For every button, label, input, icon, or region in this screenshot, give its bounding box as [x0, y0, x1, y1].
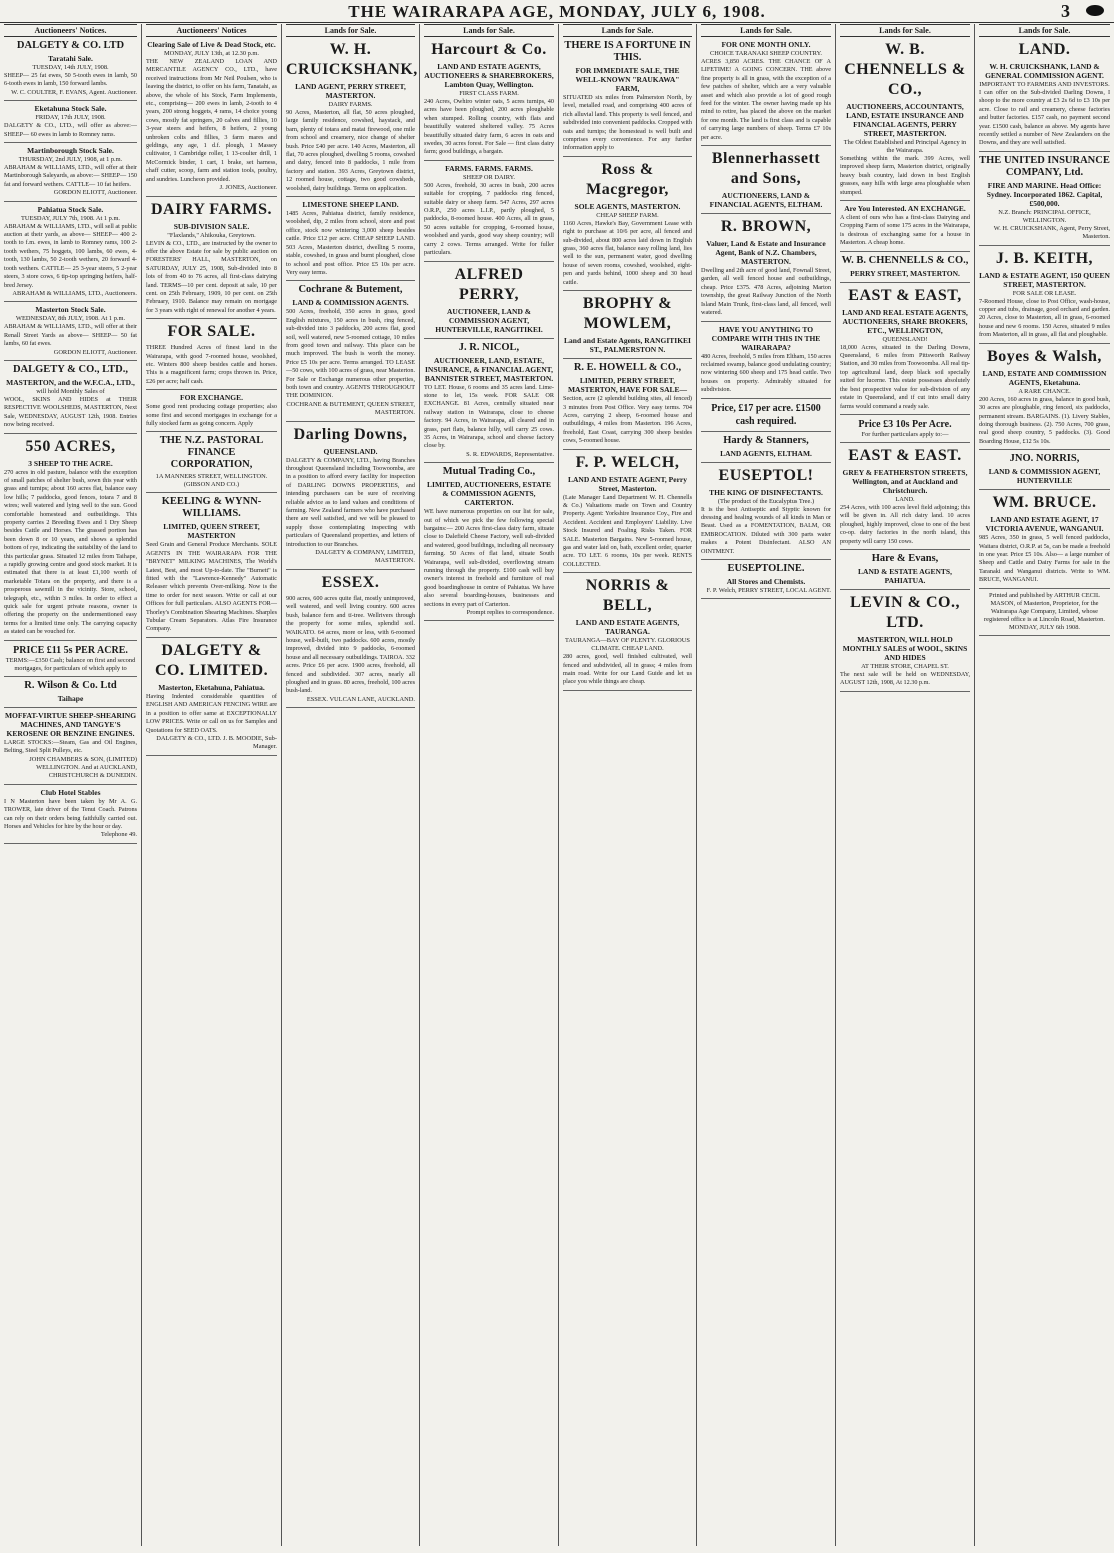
advertisement	[424, 40, 554, 161]
ad-subtitle: Valuer, Land & Estate and Insurance Agent, Bank of N.Z. Chambers, MASTERTON.	[706, 239, 826, 267]
ad-dateline: FIRST CLASS FARM.	[459, 90, 519, 97]
ad-dateline: THURSDAY, 2nd JULY, 1908, at 1 p.m.	[18, 156, 123, 164]
ad-subtitle: LIMITED, QUEEN STREET, MASTERTON	[163, 522, 260, 541]
ad-subtitle: FARMS. FARMS. FARMS.	[445, 163, 533, 173]
ad-subtitle: LIMITED, AUCTIONEERS, ESTATE & COMMISSION AGENTS, CARTERTON.	[427, 480, 551, 508]
advertisement	[286, 425, 415, 570]
advertisement	[4, 644, 137, 677]
advertisement	[146, 641, 277, 756]
ad-subtitle: Masterton, Eketahuna, Pahiatua.	[158, 682, 265, 692]
ad-dateline: TERMS:—£350 Cash; balance on first and second mortgages, for particulars of which apply to	[5, 656, 136, 672]
ad-dateline: N.Z. Branch: PRINCIPAL OFFICE, WELLINGTON.	[998, 208, 1091, 224]
ad-dateline: 1A MANNERS STREET, WELLINGTON. (GIBSON AND CO.)	[155, 473, 268, 489]
advertisement	[840, 593, 970, 692]
ad-title: BROPHY & MOWLEM,	[582, 295, 673, 333]
advertisement	[979, 493, 1110, 588]
column-8	[975, 24, 1114, 1546]
advertisement	[701, 149, 831, 214]
ad-subtitle: LAND, ESTATE AND COMMISSION AGENTS, Eketahuna.	[982, 368, 1107, 387]
ad-subtitle: LAND AND REAL ESTATE AGENTS, AUCTIONEERS, SHARE BROKERS, ETC., WELLINGTON,	[842, 307, 968, 335]
ad-title: Harcourt & Co.	[431, 41, 547, 58]
page-number: 3	[1061, 1, 1070, 21]
ad-signature: ABRAHAM & WILLIAMS, LTD., Auctioneers.	[12, 289, 137, 297]
ad-title: EAST & EAST,	[848, 286, 962, 304]
ad-title: DAIRY FARMS.	[151, 200, 272, 218]
ad-body-text: 1485 Acres, Pahiatua district, family residence, woolshed, dip, 2 miles from school, store and post office, stock now wintering 3,000 sheep besides cattle. Price £12 per acre. CHEAP SHEEP LAND. 503 Acres, Masterton district, dwelling 5 rooms, stable, cowshed, in grass and burnt ploughed, close to school and post office. Price £5 10s per acre. Very easy terms.	[286, 210, 415, 276]
advertisement	[840, 255, 970, 283]
advertisement	[701, 40, 831, 146]
ad-subtitle: LAND & COMMISSION AGENTS.	[292, 298, 409, 308]
ad-subtitle: Clearing Sale of Live & Dead Stock, etc.	[147, 40, 276, 49]
ad-subtitle: MASTERTON, WILL HOLD MONTHLY SALES of WOOL, SKINS AND HIDES	[842, 634, 968, 662]
advertisement	[286, 284, 415, 421]
ad-body-text: (Late Manager Land Department W. H. Chennells & Co.) Valuations made on Town and Country Property. Agent: Yorkshire Insurance Coy., Fire and Accident. Accident and Employers' Liability. Live Stock Insured and Foaling Risks Taken. FOR SALE. Masterton Bargains. New 5-roomed house, gas and water laid on, bath, excellent order, quarter acre. TO LET. 6 rooms, 10s per week. RENTS COLLECTED.	[563, 493, 692, 568]
ad-subtitle: FOR ONE MONTH ONLY.	[721, 40, 811, 49]
ad-subtitle: Club Hotel Stables	[40, 787, 101, 797]
ad-title: Mutual Trading Co.,	[442, 466, 536, 478]
ad-body-text: The next sale will be held on WEDNESDAY, AUGUST 12th, 1908, At 12.30 p.m.	[840, 670, 970, 687]
advertisement	[4, 711, 137, 785]
ad-body-text: Having Indented considerable quantities of ENGLISH AND AMERICAN FENCING WIRE are in a position to offer same at EXCEPTIONALLY LOW PRICES. Write or call on us for Samples and Quotations for SEED OATS.	[146, 692, 277, 734]
ad-subtitle: FOR IMMEDIATE SALE, THE WELL-KNOWN "RAUKAWA" FARM,	[575, 66, 680, 93]
ad-title: Hardy & Stanners,	[723, 434, 809, 446]
advertisement	[4, 364, 137, 434]
ad-subtitle: THE KING OF DISINFECTANTS.	[709, 487, 823, 497]
ad-body-text: TO LET. House, 6 rooms and 35 acres land. Lime-stone to let, 15s week. FOR SALE OR EXCHANGE. 81 Acres, centrally situated near railway station in Wairarapa, close to cheese factory. 94 Acres, in Wairarapa, all cleared and in grass, part flats, balance hilly, will carry 25 cows. 35 Acres, in Wairarapa, school and cheese factory close by.	[424, 383, 554, 450]
ad-subtitle: LIMESTONE SHEEP LAND.	[302, 200, 399, 210]
ad-title: F. P. WELCH,	[575, 453, 680, 471]
advertisement	[146, 40, 277, 197]
column-heading: Lands for Sale.	[840, 24, 970, 37]
ad-title: Price £3 10s Per Acre.	[858, 418, 952, 430]
ad-subtitle: LAND & COMMISSION AGENT, HUNTERVILLE	[988, 467, 1101, 486]
advertisement	[424, 342, 554, 464]
ad-dateline: IMPORTANT TO FARMERS AND INVESTORS.	[979, 81, 1110, 88]
advertisement	[563, 576, 692, 691]
ad-dateline: CHEAP SHEEP FARM.	[596, 211, 659, 219]
column-6	[697, 24, 836, 1546]
ad-subtitle: FIRE AND MARINE. Head Office: Sydney. Incorporated 1862. Capital, £500,000.	[986, 180, 1103, 208]
ad-title: J. B. KEITH,	[995, 249, 1094, 267]
ad-subtitle: Masterton Stock Sale.	[35, 305, 106, 315]
ad-title: R. Wilson & Co. Ltd	[24, 679, 117, 691]
advertisement	[979, 347, 1110, 450]
ad-title: THERE IS A FORTUNE IN THIS.	[564, 40, 691, 63]
ad-title: LAND.	[1018, 41, 1071, 58]
ad-subtitle: HAVE YOU ANYTHING TO COMPARE WITH THIS IN THE WAIRARAPA?	[711, 324, 821, 352]
ad-dateline: FOR SALE OR LEASE.	[1012, 289, 1077, 297]
ad-body-text: Some good rent producing cottage properties; also some first and second mortgages in exchange for a fully stocked farm as going concern. Apply	[146, 403, 277, 427]
ad-dateline: SHEEP OR DAIRY.	[462, 173, 516, 181]
advertisement	[979, 592, 1110, 636]
ad-title: W. B. CHENNELLS & CO.,	[841, 254, 969, 266]
ad-body-text: 200 Acres, 160 acres in grass, balance in good bush, 30 acres are ploughable, ring fenced, six paddocks, permanent stream. BARGAINS. (1). Livery Stables, doing thorough business. (2). 750 Acres, 700 grass, real good sheep country, 5 paddocks. (3). Good Boarding House, £12 5s 10s.	[979, 395, 1110, 445]
ad-body-text: ABRAHAM & WILLIAMS, LTD., will sell at public auction at their yards, as above— SHEEP— 400 2-tooth to f.m. ewes, in lamb to Romney rams, 100 2-tooth wethers, 75 hoggets, 100 lambs, 60 ewes, 4-tooth, 130 lambs, 50 2-tooth wethers, 20 forward 4-tooth wethers. CATTLE— 25 3-year steers, 5 2-year steers, 3 store cows, 6 tip-top springing heifers, half-bred Jersey.	[4, 222, 137, 289]
ad-body-text: 240 Acres, Owhiro winter oats, 5 acres turnips, 40 acres have been ploughed, 200 acres ploughable when stumped. Rolling country, with flats and beautifully watered sheltered valley. 75 Acres beautifully situated dairy farm, 6 acres in oats and swedes, 30 acres forest. For Sale — first class dairy farm; good buildings, a bargain.	[424, 98, 554, 156]
ad-subtitle: AUCTIONEERS, ACCOUNTANTS, LAND, ESTATE INSURANCE AND FINANCIAL AGENTS, PERRY STREET, MASTERTON.	[846, 102, 964, 138]
ad-body-text: 1160 Acres, Hawke's Bay, Government Lease with right to purchase at 10/6 per acre, all fenced and sub-divided, about 800 acres laid down in English grass, 360 acres flat, balance easy rolling land, lies well to the sun, permanent water, good dwelling house of seven rooms, cowshed, woolshed, eight-pen and yards behind, 1000 sheep and 30 head cattle.	[563, 219, 692, 286]
ad-title: DALGETY & CO., LTD.,	[12, 363, 129, 375]
ad-title: Boyes & Walsh,	[987, 347, 1102, 365]
advertisement	[563, 294, 692, 359]
advertisement	[979, 155, 1110, 246]
advertisement	[701, 325, 831, 399]
advertisement	[840, 446, 970, 550]
ad-dateline: QUEENSLAND!	[882, 335, 928, 343]
advertisement	[4, 680, 137, 708]
ad-body-text: 270 acres in old pasture, balance with the exception of small patches of shelter bush, sown this year with grass and turnips; about 160 acres flat, balance easy low hills; 7 paddocks, good fences, totara 7 and 8 wires; well watered and lying well to the sun. Good comfortable homestead and outbuildings. This property carries 2 Breeding Ewes and 1 Dry Sheep besides Cattle and Horses. The grassed portion has been down 8 or 10 years, and shows a splendid bottom of rye, indicating the suitability of the land to this particular grass. Situated 12 miles from Taihape, a rapidly growing centre and good stock market. It is estimated that there is at least £1,100 worth of marketable Totara on the property, and there is a prosperous sawmill in the vicinity. Store, school, telegraph, etc., within 3 miles. In order to effect a quick sale for urgent private reasons, owner is offering the property on the undermentioned easy terms for a limited time only. The carrying capacity as stated can be vouched for.	[4, 468, 137, 636]
ad-subtitle: All Stores and Chemists.	[726, 576, 806, 586]
advertisement	[424, 265, 554, 339]
advertisement	[4, 788, 137, 844]
ad-signature: Telephone 49.	[100, 831, 137, 839]
ad-title: KEELING & WYNN-WILLIAMS.	[161, 496, 262, 520]
ad-body-text: 985 Acres, 350 in grass, 5 well fenced paddocks, Waitara district, O.R.P. at 5s, can be made a freehold in one year. Price £5 10s. Also— a large number of Sheep and Cattle and Dairy Farms for sale in the Taranaki and Wanganui districts. Write to WM. BRUCE, WANGANUI.	[979, 534, 1110, 584]
ad-body-text: SHEEP— 25 fat ewes, 50 5-tooth ewes in lamb, 50 6-tooth ewes in lamb, 150 forward lambs.	[4, 72, 137, 88]
advertisement	[146, 496, 277, 637]
ad-dateline: A RARE CHANCE.	[1018, 387, 1071, 395]
ad-dateline: TUESDAY, JULY 7th, 1908. At 1 p.m.	[20, 214, 121, 222]
ad-body-text: 900 acres, 600 acres quite flat, mostly unimproved, well watered, and well living country. 600 acres bush, balance fern and tī-tree. Wellrivers through the property for some miles, splendid soil. WAIKATO. 64 acres, more or less, with 6-roomed house, well-built, two paddocks. 600 acres, mostly improved, divided into 9 paddocks, 6-roomed house and all necessary outbuildings. TAIROA. 332 acres. Price £6 per acre. 1900 acres, freehold, all fenced and subdivided. 307 acres, nearly all ploughed and in grass. 80 acres, freehold, 100 acres bush-land.	[286, 594, 415, 695]
advertisement	[4, 146, 137, 202]
ad-body-text: 280 acres, good, well finished cultivated, well fenced and subdivided, all in grass; 4 miles from main road. Write for our Land Guide and let us place you while things are cheap.	[563, 653, 692, 686]
ad-title: Blennerhassett and Sons,	[711, 150, 821, 188]
column-1	[0, 24, 142, 1546]
ad-body-text: 7-Roomed House, close to Post Office, wash-house, copper and tubs, drainage, good orchard and garden. 20 Acres, close to Masterton, all in grass, 6-roomed house and new 6 rooms. 150 Acres, situated 9 miles from Masterton, all in grass, all flat and ploughable.	[979, 297, 1110, 339]
advertisement	[286, 573, 415, 708]
column-4	[420, 24, 559, 1546]
advertisement	[146, 393, 277, 432]
advertisement	[979, 453, 1110, 490]
ad-subtitle: MASTERTON, and the W.F.C.A., LTD.,	[6, 377, 135, 387]
ad-dateline: (The product of the Eucalyptus Tree.)	[717, 497, 815, 505]
ad-subtitle: Taratahi Sale.	[48, 54, 93, 63]
column-2	[142, 24, 282, 1546]
ad-title: R. E. HOWELL & CO.,	[573, 362, 682, 374]
column-heading: Lands for Sale.	[979, 24, 1110, 37]
ad-body-text: I can offer on the Sub-divided Darling Downs, I shoop to the more country at £3 2s 6d to £3 10s per acre. Close to rail and creamery, cheese factories and butter factories. £157 cash, no payment second year. £1500 cash, balance as above. My agents have recently settled a number of New Zealanders on the Downs, and they are well satisfied.	[979, 89, 1110, 147]
column-7	[836, 24, 975, 1546]
ad-dateline: will hold Monthly Sales of	[36, 387, 105, 395]
ad-subtitle: AUCTIONEER, LAND, ESTATE, INSURANCE, & FINANCIAL AGENT, BANNISTER STREET, MASTERTON.	[424, 355, 554, 383]
column-3	[282, 24, 420, 1546]
ad-body-text: Section, acre (2 splendid building sites, all fenced) 3 minutes from Post Office. Very easy terms. 704 Acres, carrying 2 sheep, 6-roomed house and outbuildings, 4 miles from Masterton. 196 Acres, freehold, East Coast, carrying 300 sheep besides cows, 5-roomed house.	[563, 395, 692, 445]
ad-body-text: DALGETY & COMPANY, LTD., having Branches throughout Queensland including Toowoomba, are in a position to afford every facility for inspection of DARLING DOWNS PROPERTIES, and intending purchasers can be sure of receiving reliable advice as to land values and conditions of farming. New Zealand farmers who have purchased there are well satisfied, and we will be pleased to supply those contemplating inspecting with particulars of Queensland properties, and letters of introduction to our Branches.	[286, 456, 415, 548]
ad-signature: ESSEX. VULCAN LANE, AUCKLAND.	[306, 695, 415, 703]
advertisement	[4, 40, 137, 101]
ad-signature: GORDON ELIOTT, Auctioneer.	[53, 348, 137, 356]
ad-subtitle: Are You Interested. AN EXCHANGE.	[844, 204, 966, 214]
ad-signature: JOHN CHAMBERS & SON, (LIMITED) WELLINGTON. And at AUCKLAND, CHRISTCHURCH & DUNEDIN.	[29, 755, 137, 780]
ad-body-text: THE NEW ZEALAND LOAN AND MERCANTILE AGENCY CO., LTD., have received instructions from Mr Neil Poulsen, who is leaving the district, to offer on his farm, Tanatahi, as above, the whole of his Stock, Farm Implements, etc., comprising— 200 ewes in lamb, 2-tooth to 4 years, 200 strong hoggets, 4 rams, 14 choice young cows, mostly fat springers, 20 calves and fillies, 10 3-year steers and heifers, 8 heifers, 2 young unbroken colts and fillies, 3 farm mares and geldings, any age, 1 d.f. plough, 1 Massey cultivator, 1 Cambridge roller, 1 13-coulter drill, 1 McCormick binder, 1 cart, 1 brake, set harness, chaff cutter, scoop, farm and station tools, poultry, and sundries. Luncheon provided.	[146, 58, 277, 183]
ad-body-text: ABRAHAM & WILLIAMS, LTD., will offer at their Martinborough Saleyards, as above:— SHEEP— 150 fat and forward wethers. CATTLE— 10 fat heifers.	[4, 164, 138, 188]
ad-body-text: I N Masterton have been taken by Mr A. G. TROWER, late driver of the Tenui Coach. Patrons can rely on their orders being faithfully carried out. Horses and Vehicles for hire by the hour or day.	[4, 797, 137, 830]
ad-body-text: Seed Grain and General Produce Merchants. SOLE AGENTS IN THE WAIRARAPA FOR THE "BRYNET" MILKING MACHINES, The World's Latest, Best, and most Up-to-date. The "Burnett" is fitted with the "Lawrence-Kennedy" Automatic Releaser which prevents Over-milking. Now is the time to order for next season. Write or call at our Offices for full particulars. ALSO AGENTS FOR— Thorley's Combination Shearing Machines. Sharples Tubular Cream Separators. Atlas Fire Insurance Company.	[146, 541, 277, 633]
ad-subtitle: AUCTIONEERS, LAND & FINANCIAL AGENTS, ELTHAM.	[709, 191, 823, 210]
advertisement	[701, 466, 831, 560]
ad-title: NORRIS & BELL,	[585, 577, 670, 615]
ad-subtitle: 3 SHEEP TO THE ACRE.	[28, 458, 113, 468]
advertisement	[4, 104, 137, 143]
ad-body-text: 18,000 Acres, situated in the Darling Downs, Queensland, 6 miles from Pittsworth Railway Station, and 30 miles from Toowoomba. All real tip-top agricultural land, deep black soil specially suited for lucerne. This estate possesses absolutely the best prospective value for sub-division of any estate in Queensland, and if cut into small dairy farms would command a ready sale.	[840, 343, 970, 410]
ad-title: THE UNITED INSURANCE COMPANY, Ltd.	[979, 154, 1110, 178]
ad-signature: DALGETY & CO., LTD. J. B. MOODIE, Sub-Manager.	[156, 734, 277, 751]
column-5	[559, 24, 697, 1546]
ad-subtitle: LAND AND ESTATE AGENT, 17 VICTORIA AVENUE, WANGANUI.	[985, 515, 1104, 534]
advertisement	[563, 362, 692, 449]
ad-subtitle: Taihape	[57, 693, 84, 703]
ad-subtitle: GREY & FEATHERSTON STREETS, Wellington, and at Auckland and Christchurch.	[842, 467, 968, 495]
ad-title: LEVIN & CO., LTD.	[849, 593, 960, 631]
ad-subtitle: W. H. CRUICKSHANK, LAND & GENERAL COMMISSION AGENT.	[985, 62, 1104, 80]
advertisement	[840, 418, 970, 443]
advertisement	[840, 40, 970, 201]
ad-title: PRICE £11 5s PER ACRE.	[13, 644, 128, 656]
ad-title: THE N.Z. PASTORAL FINANCE CORPORATION,	[159, 435, 264, 471]
advertisement	[4, 205, 137, 303]
ad-dateline: "Flaxlands," Ahikouka, Greytown.	[167, 231, 256, 239]
advertisement	[563, 453, 692, 574]
advertisement	[563, 40, 692, 157]
ad-dateline: WEDNESDAY, 8th JULY, 1908. At 1 p.m.	[15, 315, 126, 323]
ad-dateline: For further particulars apply to:—	[861, 430, 949, 438]
ad-title: EAST & EAST.	[848, 446, 962, 464]
ad-signature: S. R. EDWARDS, Representative.	[466, 450, 554, 458]
advertisement	[146, 322, 277, 390]
advertisement	[424, 466, 554, 621]
ad-body-text: Dwelling and 2th acre of good land, Fownall Street, garden, all well fenced house and outbuildings, cheap. Price £375. 478 Acres, adjoining Marton township, the great Railway Junction of the North Island Main Trunk, first-class land, all fenced, well watered.	[701, 267, 831, 317]
newspaper-title: THE WAIRARAPA AGE, MONDAY, JULY 6, 1908.	[348, 2, 766, 21]
column-heading: Auctioneers' Notices.	[4, 24, 137, 37]
ad-title: JNO. NORRIS,	[1009, 453, 1080, 465]
ad-subtitle: LAND AND ESTATE AGENT, Perry Street, Masterton.	[568, 474, 687, 493]
ad-signature: Prompt replies to correspondence.	[466, 609, 554, 617]
advertisement	[563, 160, 692, 291]
ad-body-text: It is the best Antiseptic and Styptic known for dressing and healing wounds of all kinds in Man or Beast. Used as a FOMENTATION, BALM, OR EMBROCATION. Diluted with 300 parts water makes a Potent Disinfectant. ALSO AN OINTMENT.	[701, 505, 831, 555]
column-heading: Lands for Sale.	[286, 24, 415, 37]
ad-body-text: ABRAHAM & WILLIAMS, LTD., will offer at their Renall Street Yards as above— SHEEP— 50 fat lambs, 60 fat ewes.	[4, 323, 137, 348]
ad-body-text: WOOL, SKINS AND HIDES at THEIR RESPECTIVE WOOLSHEDS, MASTERTON, Next Sale, WEDNESDAY, AUGUST 12th, 1908. Entries now being received.	[4, 395, 137, 429]
column-heading: Lands for Sale.	[424, 24, 554, 37]
ad-subtitle: FOR EXCHANGE.	[180, 393, 243, 403]
ad-body-text: ACRES 3,850 ACRES. THE CHANCE OF A LIFETIME! A GOING CONCERN. THE above fine property is all in grass, with the exception of a few patches of shelter, which are a very valuable asset and which also provide a lot of good rough feed for the winter. The owner having made up his mind to retire, has placed the above on the market for one month. The land is first class and is capable of carrying large numbers of sheep. Terms £7 10s per acre.	[701, 58, 831, 141]
column-heading: Lands for Sale.	[563, 24, 692, 37]
ad-subtitle: SUB-DIVISION SALE.	[173, 221, 250, 231]
masthead	[0, 0, 1114, 23]
ad-body-text: 500 Acres, freehold, 30 acres in bush, 200 acres suitable for cropping, 7 paddocks ring fenced, suitable dairy or sheep farm. 547 Acres, 297 acres O.R.P., 250 acres L.I.P., partly ploughed, 5 paddocks, 8-roomed house. 400 Acres, all in grass, 50 acres suitable for cropping, 6-roomed house, woolshed and yards, good way sheep country; will carry 2 cows. Terms arranged. Write for fuller particulars.	[424, 181, 554, 257]
ad-title: Cochrane & Butement,	[298, 284, 403, 296]
advertisement	[979, 40, 1110, 152]
ad-signature: W. H. CRUICKSHANK, Agent, Perry Street, Masterton.	[993, 224, 1110, 241]
ad-subtitle: LAND AGENTS, ELTHAM.	[720, 448, 812, 458]
ad-dateline: CHOICE TARANAKI SHEEP COUNTRY.	[710, 50, 822, 57]
ad-signature: J. JONES, Auctioneer.	[219, 184, 277, 192]
ad-title: Hare & Evans,	[871, 552, 939, 564]
ad-dateline: TUESDAY, 14th JULY, 1908.	[32, 64, 109, 71]
ad-dateline: DAIRY FARMS.	[328, 101, 373, 108]
ad-body-text: 480 Acres, freehold, 5 miles from Eltham, 150 acres reclaimed swamp, balance good undulating country; now wintering 600 sheep and 175 head cattle. Two houses on property. Admirably situated for subdivision.	[701, 352, 831, 394]
advertisement	[979, 249, 1110, 344]
ad-signature: F. P. Welch, PERRY STREET, LOCAL AGENT.	[706, 586, 831, 594]
ad-signature: W. C. COULTER, F. EVANS, Agent. Auctioneer.	[11, 88, 137, 96]
ad-body-text: 254 Acres, with 100 acres level field adjoining; this will be given in. All rich dairy land. 10 acres ploughed, highly improved, close to one of the best co-op. dairy factories in the north island, this property will carry 150 cows.	[840, 503, 970, 545]
ad-title: Price, £17 per acre. £1500 cash required.	[711, 402, 821, 427]
ad-title: W. B. CHENNELLS & CO.,	[844, 41, 966, 98]
advertisement	[840, 553, 970, 590]
ad-title: Ross & Macgregor,	[586, 160, 669, 198]
ad-body-text: WE have numerous properties on our list for sale, out of which we pick the few following special bargains:— 200 Acres first-class dairy farm, situate close to Dalefield Cheese Factory, well sub-divided and watered, good buildings, including all necessary farming. 50 Acres of flat land, situate South Wairarapa, well sub-divided, overflowing stream running through the property. £100 cash will buy owner's interest in freehold and furniture of real good boardinghouse in centre of Pahiatua. We have also several boarding-houses, businesses and sections in every part of Carterton.	[424, 508, 554, 608]
advertisement	[701, 402, 831, 432]
ad-dateline: The Oldest Established and Principal Agency in the Wairarapa.	[843, 139, 967, 154]
ad-title: J. R. NICOL,	[458, 341, 520, 353]
ad-subtitle: QUEENSLAND.	[323, 446, 378, 456]
advertisement	[701, 563, 831, 599]
ad-title: R. BROWN,	[720, 218, 812, 236]
ad-subtitle: PERRY STREET, MASTERTON.	[850, 268, 960, 278]
ad-subtitle: AUCTIONEER, LAND & COMMISSION AGENT, HUNTERVILLE, RANGITIKEI.	[435, 306, 543, 334]
ad-body-text: DALGETY & CO., LTD., will offer as above:— SHEEP— 60 ewes in lamb to Romney rams.	[4, 122, 137, 138]
ad-title: FOR SALE.	[167, 323, 256, 341]
advertisement	[701, 435, 831, 463]
advertisement	[4, 305, 137, 361]
ad-signature: DALGETY & COMPANY, LIMITED, MASTERTON.	[315, 549, 415, 565]
ad-subtitle: LAND AGENT, PERRY STREET, MASTERTON.	[295, 82, 406, 100]
ad-title: Darling Downs,	[293, 425, 408, 443]
ad-dateline: TAURANGA—BAY OF PLENTY. GLORIOUS CLIMATE. CHEAP LAND.	[565, 637, 690, 653]
ad-body-text: THREE Hundred Acres of finest land in the Wairarapa, with good 7-roomed house, woolshed, etc. Winters 800 sheep besides cattle and horses. This is a magnificent farm; crops thrown in. Price, £26 per acre; half cash.	[146, 344, 277, 385]
ink-blot	[1086, 5, 1104, 16]
column-heading: Auctioneers' Notices	[146, 24, 277, 37]
ad-title: EUSEPTOLINE.	[727, 562, 805, 574]
ad-dateline: FRIDAY, 17th JULY, 1908.	[35, 114, 106, 122]
ad-subtitle: LAND AND ESTATE AGENTS, AUCTIONEERS & SHAREBROKERS, Lambton Quay, Wellington.	[424, 62, 554, 89]
advertisement	[4, 437, 137, 641]
ad-body-text: 90 Acres, Masterton, all flat, 50 acres ploughed, large family residence, cowshed, haystack, and barn, plenty of totara and matai firewood, one mile from school and creamery, nice change of shelter bush. Price £40 per acre. 140 Acres, Masterton, all flat, 70 acres ploughed, dwelling 5 rooms, cowshed and dairy, fenced into 8 paddocks, 1 mile from factory and station. 393 Acres, Greytown district, 12 roomed house, cottage, two good cowsheds, woolshed, dairy buildings. Terms on application.	[286, 109, 415, 192]
ad-dateline: Printed and published by ARTHUR CECIL MASON, of Masterton, Proprietor, for the Wairarapa Age Company, Limited, whose registered office is at Lincoln Road, Masterton. MONDAY, JULY 6th 1908.	[984, 591, 1105, 631]
ad-subtitle: LAND & ESTATE AGENTS, PAHIATUA.	[858, 566, 952, 585]
ad-title: EUSEPTOL!	[718, 466, 814, 484]
ad-subtitle: LIMITED, PERRY STREET, MASTERTON, HAVE FOR SALE—	[567, 376, 688, 395]
ad-signature: GORDON ELIOTT, Auctioneer.	[53, 189, 137, 197]
ad-body-text: SITUATED six miles from Palmerston North, by level, metalled road, and comprising 400 acres of rich alluvial land. This property is well fenced, and subdivided into convenient paddocks. Cropped with oats and turnips; the homestead is well built and comprises every convenience. For any further information apply to	[563, 94, 692, 152]
ad-subtitle: LAND AND ESTATE AGENTS, TAURANGA.	[575, 618, 680, 637]
ad-body-text: 500 Acres, freehold, 350 acres in grass, good English mixtures, 150 acres in bush, ring fenced, sub-divided into 3 paddocks, 200 acres flat, good soil, well watered, new 5-roomed cottage, 10 miles from good town and railway. This place can be much improved. The bush is worth the money. Price £5 10s per acre. Terms arranged. TO LEASE—50 cows, with 100 acres of grass, near Masterton. For Sale or Exchange numerous other properties, both town and country. AGENTS THROUGHOUT THE DOMINION.	[286, 308, 415, 400]
ad-body-text: A client of ours who has a first-class Dairying and Cropping Farm of some 175 acres in the Wairarapa, is desirous of exchanging same for a house in Masterton. A cheap home.	[840, 214, 970, 247]
ad-subtitle: MOFFAT-VIRTUE SHEEP-SHEARING MACHINES, AND TANGYE'S KEROSENE OR BENZINE ENGINES.	[4, 710, 137, 738]
advertisement	[840, 286, 970, 415]
ad-body-text: Something within the mark. 399 Acres, well improved sheep farm, Masterton district, originally heavy bush country, laid down in best English grasses, easy hills with large area ploughable when stumped.	[840, 155, 970, 196]
ad-dateline: LAND.	[895, 495, 915, 503]
advertisement	[701, 217, 831, 321]
ad-subtitle: LAND & ESTATE AGENT, 150 QUEEN STREET, MASTERTON.	[979, 270, 1110, 289]
ad-subtitle: Eketahuna Stock Sale.	[34, 104, 107, 114]
ad-body-text: LARGE STOCKS:—Steam, Gas and Oil Engines, Belting, Steel Split Pulleys, etc.	[4, 738, 137, 755]
ad-signature: COCHRANE & BUTEMENT, QUEEN STREET, MASTERTON.	[286, 400, 415, 417]
advertisement	[840, 204, 970, 252]
ad-title: DALGETY & CO. LIMITED.	[154, 641, 269, 679]
advertisement	[146, 200, 277, 320]
ad-dateline: AT THEIR STORE, CHAPEL ST.	[861, 662, 949, 670]
ad-title: ESSEX.	[321, 573, 380, 591]
ad-title: ALFRED PERRY,	[454, 265, 524, 303]
advertisement	[424, 164, 554, 262]
ad-title: WM. BRUCE.	[992, 494, 1097, 512]
ad-title: DALGETY & CO. LTD	[16, 40, 125, 51]
advertisement	[286, 40, 418, 197]
advertisement	[146, 435, 277, 493]
ad-dateline: MONDAY, JULY 13th, at 12.30 p.m.	[164, 50, 259, 57]
ad-title: W. H. CRUICKSHANK,	[286, 41, 418, 78]
ad-title: 550 ACRES,	[25, 437, 116, 455]
ad-subtitle: SOLE AGENTS, MASTERTON.	[574, 201, 681, 211]
ad-subtitle: Pahiatua Stock Sale.	[37, 204, 104, 214]
ad-subtitle: Land and Estate Agents, RANGITIKEI ST., PALMERSTON N.	[564, 336, 691, 355]
column-heading: Lands for Sale.	[701, 24, 831, 37]
ad-subtitle: Martinborough Stock Sale.	[27, 146, 114, 156]
advertisement	[286, 200, 415, 281]
ad-body-text: LEVIN & CO., LTD., are instructed by the owner to offer the above Estate for sale by public auction on FORESTERS' HALL, MASTERTON, on SATURDAY, JULY 25, 1908, Sub-divided into 8 lots of from 40 to 76 acres, all first-class dairying land. TERMS—10 per cent. deposit at sale, 10 per cent. on 25th February, 1909, 10 per cent. on 25th February, 1910. Balance may remain on mortgage for 3 years with right of renewal for another 4 years.	[146, 239, 277, 314]
